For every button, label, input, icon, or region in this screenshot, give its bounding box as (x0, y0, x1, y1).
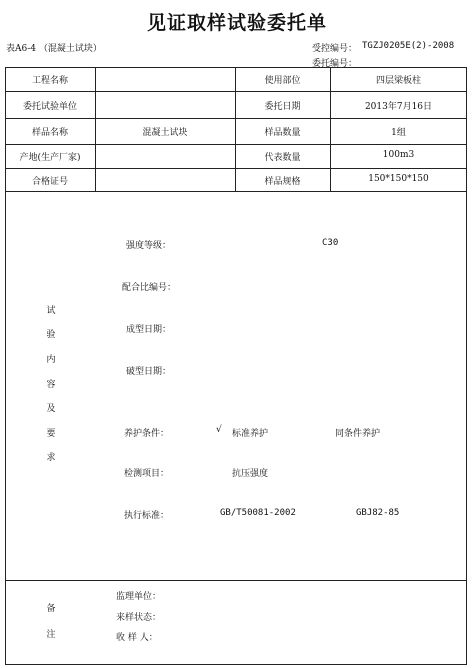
sample-quantity-value: 1组 (391, 128, 406, 138)
control-no-value: TGZJ0205E(2)-2008 (362, 41, 455, 51)
represented-quantity-value: 100m3 (382, 150, 415, 160)
strength-grade-value: C30 (322, 238, 339, 248)
demold-date-label: 破型日期： (126, 367, 172, 377)
side-label-char: 容 (46, 380, 56, 390)
row-divider (5, 168, 467, 169)
row-divider (5, 118, 467, 119)
project-name-label: 工程名称 (31, 76, 68, 86)
page-title: 见证取样试验委托单 (146, 12, 327, 34)
row-divider (5, 144, 467, 145)
forming-date-label: 成型日期： (126, 325, 172, 335)
standard-curing-option: 标准养护 (232, 429, 269, 439)
remarks-divider (5, 580, 467, 581)
receiver-label: 收 样 人： (116, 633, 158, 643)
same-condition-curing-option: 同条件养护 (335, 429, 381, 439)
form-code: 表A6-4 （混凝土试块） (6, 44, 102, 54)
manufacturer-label: 产地(生产厂家) (19, 153, 81, 163)
row-divider (5, 91, 467, 92)
usage-location-label: 使用部位 (264, 76, 301, 86)
sample-spec-label: 样品规格 (264, 177, 301, 187)
supervisor-unit-label: 监理单位： (116, 592, 162, 602)
sample-quantity-label: 样品数量 (264, 128, 301, 138)
table-bottom (5, 191, 467, 192)
control-no-label: 受控编号： (312, 44, 358, 54)
standard-value-gbt: GB/T50081-2002 (220, 508, 296, 518)
side-label-char: 求 (46, 453, 56, 463)
remarks-label-char: 注 (46, 630, 56, 640)
check-mark-icon: √ (216, 425, 222, 435)
entrust-no-label: 委托编号： (312, 59, 358, 69)
side-label-char: 验 (46, 330, 56, 340)
represented-quantity-label: 代表数量 (264, 153, 301, 163)
sample-status-label: 来样状态： (116, 613, 162, 623)
standard-value-gbj: GBJ82-85 (356, 508, 400, 518)
sample-name-value: 混凝土试块 (142, 128, 188, 138)
strength-grade-label: 强度等级： (126, 241, 172, 251)
side-label-char: 及 (46, 404, 56, 414)
curing-condition-label: 养护条件： (124, 429, 170, 439)
sample-name-label: 样品名称 (31, 128, 68, 138)
mix-ratio-label: 配合比编号： (122, 283, 177, 293)
entrusting-unit-label: 委托试验单位 (22, 102, 77, 112)
usage-location-value: 四层梁板柱 (375, 76, 421, 86)
test-item-label: 检测项目： (124, 469, 170, 479)
side-label-char: 试 (46, 306, 56, 316)
entrust-date-label: 委托日期 (264, 102, 301, 112)
remarks-label-char: 备 (46, 604, 56, 614)
side-label-char: 内 (46, 355, 56, 365)
standard-label: 执行标准： (124, 511, 170, 521)
test-item-value: 抗压强度 (232, 469, 269, 479)
entrust-date-value: 2013年7月16日 (364, 102, 433, 112)
sample-spec-value: 150*150*150 (368, 174, 429, 184)
side-label-char: 要 (46, 429, 56, 439)
certificate-no-label: 合格证号 (31, 177, 68, 187)
